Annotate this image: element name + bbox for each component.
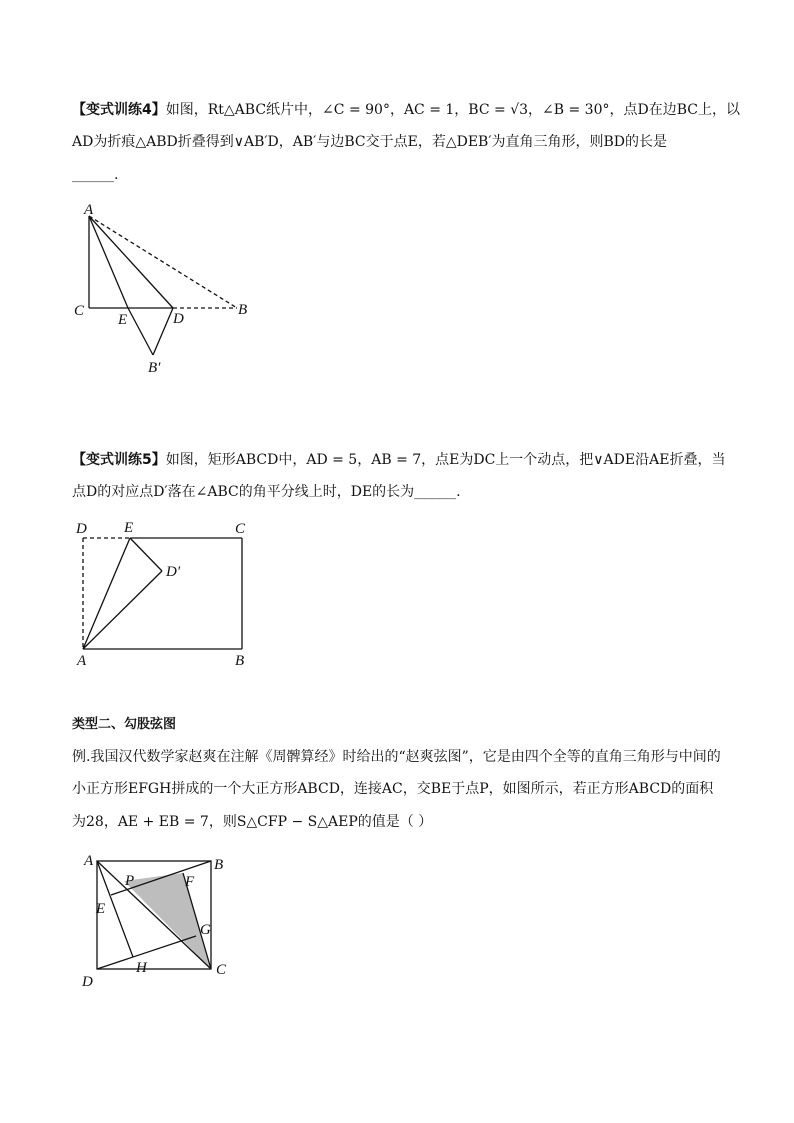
label-B: B bbox=[238, 302, 248, 318]
segment-AE bbox=[89, 216, 128, 308]
label-A: A bbox=[77, 653, 87, 669]
label-Dp: D′ bbox=[166, 564, 181, 580]
label-B: B bbox=[214, 857, 224, 873]
example-figure bbox=[72, 845, 242, 995]
label-A: A bbox=[84, 853, 94, 869]
label-G: G bbox=[200, 922, 211, 938]
label-C: C bbox=[74, 303, 85, 319]
fold-AE bbox=[83, 538, 130, 649]
problem4-line3: ______. bbox=[72, 167, 119, 183]
problem4-line2: AD为折痕△ABD折叠得到∨AB′D，AB′与边BC交于点E，若△DEB′为直角三角形，则BD的长是 bbox=[72, 134, 668, 150]
problem5-tag: 【变式训练5】 bbox=[72, 452, 166, 468]
label-P: P bbox=[125, 873, 135, 889]
label-C: C bbox=[235, 521, 246, 537]
shaded-triangle-CFP bbox=[124, 873, 211, 969]
label-E: E bbox=[124, 520, 134, 536]
dashed-AB bbox=[89, 216, 237, 308]
label-E: E bbox=[118, 312, 128, 328]
example-line3: 为28，AE + EB = 7，则S△CFP − S△AEP的值是（ ） bbox=[72, 814, 433, 830]
problem5-text-1: 如图，矩形ABCD中，AD = 5，AB = 7，点E为DC上一个动点，把∨ADE沿AE折叠，当 bbox=[165, 452, 726, 468]
label-F: F bbox=[185, 874, 195, 890]
label-D: D bbox=[76, 521, 87, 537]
label-E: E bbox=[96, 901, 106, 917]
example-line1: 例.我国汉代数学家赵爽在注解《周髀算经》时给出的“赵爽弦图”，它是由四个全等的直角三角形与中间的 bbox=[72, 749, 721, 765]
label-B: B bbox=[235, 653, 245, 669]
segment-DBp bbox=[153, 308, 173, 355]
problem4-figure bbox=[60, 195, 270, 385]
label-A: A bbox=[84, 202, 94, 218]
example-line2: 小正方形EFGH拼成的一个大正方形ABCD，连接AC，交BE于点P，如图所示，若正方形ABCD的面积 bbox=[72, 781, 714, 797]
label-Bp: B′ bbox=[148, 360, 161, 376]
problem5-line2: 点D的对应点D′落在∠ABC的角平分线上时，DE的长为______. bbox=[72, 484, 461, 500]
fold-AD bbox=[89, 216, 173, 308]
problem4-tag: 【变式训练4】 bbox=[72, 102, 166, 118]
segment-EDp bbox=[130, 538, 162, 571]
problem5-figure bbox=[65, 515, 265, 675]
segment-EBp bbox=[128, 308, 153, 355]
problem5-line1 bbox=[72, 451, 725, 469]
label-D: D bbox=[173, 311, 184, 327]
problem4-line1 bbox=[72, 101, 740, 119]
problem4-text-1: 如图，Rt△ABC纸片中，∠C = 90°，AC = 1，BC = √3，∠B = 30°，点D在边BC上，以 bbox=[165, 102, 740, 118]
label-H: H bbox=[136, 960, 147, 976]
segment-ADp bbox=[83, 571, 162, 649]
label-C: C bbox=[216, 962, 227, 978]
section2-title: 类型二、勾股弦图 bbox=[72, 717, 177, 732]
label-D: D bbox=[82, 974, 93, 990]
